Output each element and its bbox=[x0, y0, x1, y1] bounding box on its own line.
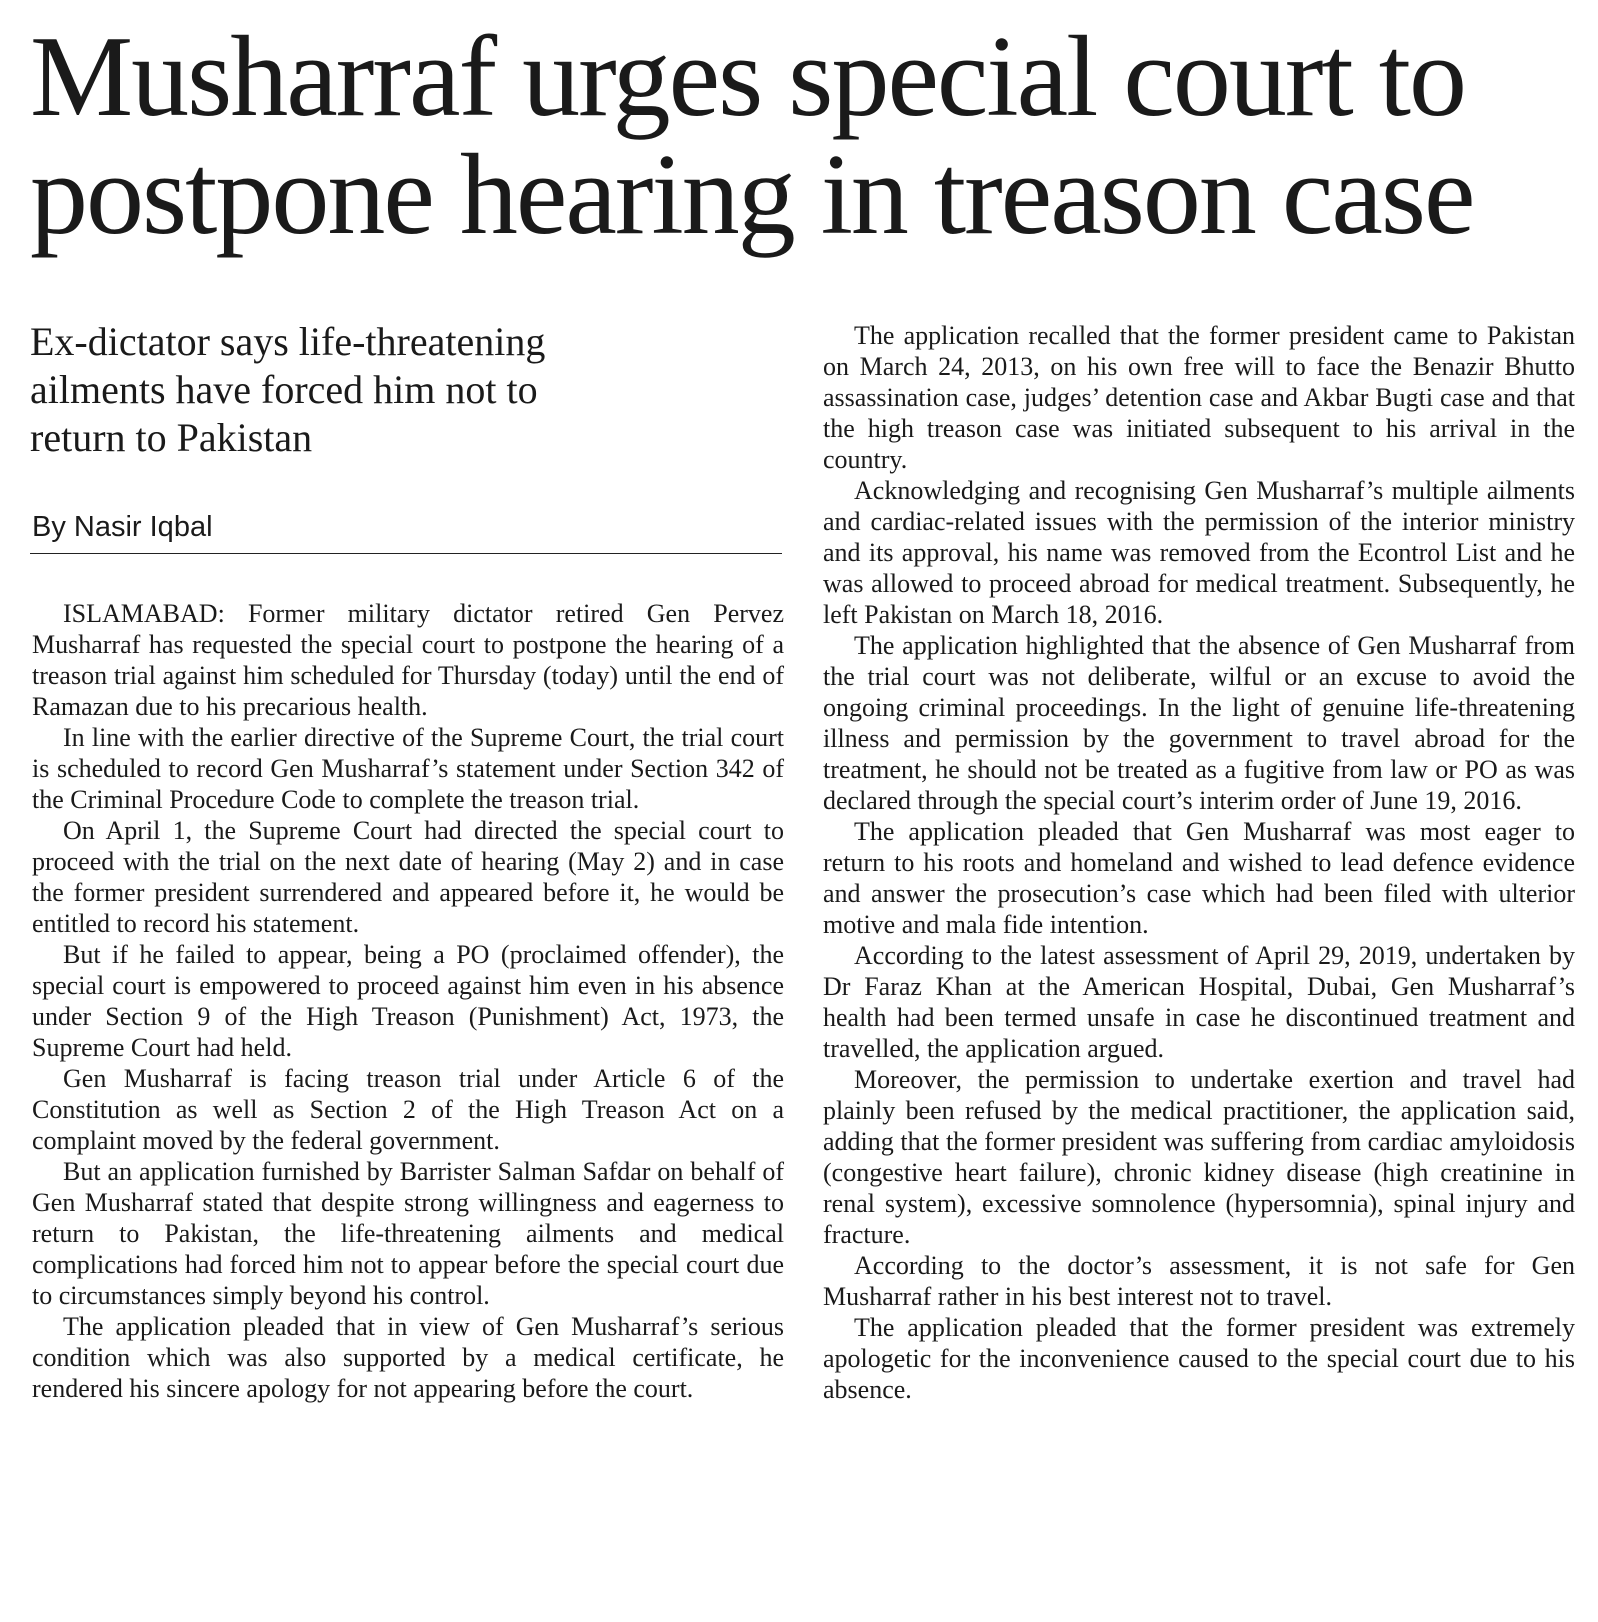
paragraph: ISLAMABAD: Former military dictator retired Gen Pervez Musharraf has requested the special court to postpone the hearing of a treason trial against him scheduled for Thursday (today) until the end of Ramazan due to his precarious health. bbox=[32, 599, 784, 721]
right-column bbox=[823, 320, 1575, 1405]
paragraph: In line with the earlier directive of the Supreme Court, the trial court is scheduled to record Gen Musharraf’s statement under Section 342 of the Criminal Procedure Code to complete the treason trial. bbox=[32, 723, 784, 814]
subheadline-line: Ex-dictator says life-threatening bbox=[30, 319, 546, 364]
paragraph: The application recalled that the former president came to Pakistan on March 24, 2013, on his own free will to face the Benazir Bhutto assassination case, judges’ detention case and Akbar Bugti case and that the high treason case was initiated subsequent to his arrival in the country. bbox=[823, 321, 1575, 474]
subheadline-line: return to Pakistan bbox=[30, 415, 313, 460]
byline: By Nasir Iqbal bbox=[32, 511, 213, 543]
paragraph: But if he failed to appear, being a PO (proclaimed offender), the special court is empowered to proceed against him even in his absence under Section 9 of the High Treason (Punishment) Act, 1973, the Supreme Court had held. bbox=[32, 940, 784, 1062]
paragraph: Gen Musharraf is facing treason trial under Article 6 of the Constitution as well as Section 2 of the High Treason Act on a complaint moved by the federal government. bbox=[32, 1064, 784, 1155]
subheadline bbox=[30, 318, 770, 462]
left-column bbox=[32, 598, 784, 1404]
headline-line: Musharraf urges special court to bbox=[30, 13, 1465, 141]
paragraph: The application pleaded that the former president was extremely apologetic for the inconvenience caused to the special court due to his absence. bbox=[823, 1313, 1575, 1404]
paragraph: Acknowledging and recognising Gen Musharraf’s multiple ailments and cardiac-related issues with the permission of the interior ministry and its approval, his name was removed from the Econtrol List and he was allowed to proceed abroad for medical treatment. Subsequently, he left Pakistan on March 18, 2016. bbox=[823, 476, 1575, 629]
paragraph: According to the doctor’s assessment, it is not safe for Gen Musharraf rather in his best interest not to travel. bbox=[823, 1251, 1575, 1311]
headline-line: postpone hearing in treason case bbox=[30, 131, 1474, 259]
paragraph: The application pleaded that in view of Gen Musharraf’s serious condition which was also supported by a medical certificate, he rendered his sincere apology for not appearing before the court. bbox=[32, 1312, 784, 1403]
byline-divider bbox=[30, 553, 782, 554]
paragraph: The application highlighted that the absence of Gen Musharraf from the trial court was not deliberate, wilful or an excuse to avoid the ongoing criminal proceedings. In the light of genuine life-threatening illness and permission by the government to travel abroad for the treatment, he should not be treated as a fugitive from law or PO as was declared through the special court’s interim order of June 19, 2016. bbox=[823, 631, 1575, 815]
headline bbox=[30, 13, 1575, 259]
paragraph: Moreover, the permission to undertake exertion and travel had plainly been refused by the medical practitioner, the application said, adding that the former president was suffering from cardiac amyloidosis (congestive heart failure), chronic kidney disease (high creatinine in renal system), excessive somnolence (hypersomnia), spinal injury and fracture. bbox=[823, 1065, 1575, 1249]
paragraph: According to the latest assessment of April 29, 2019, undertaken by Dr Faraz Khan at the American Hospital, Dubai, Gen Musharraf’s health had been termed unsafe in case he discontinued treatment and travelled, the application argued. bbox=[823, 941, 1575, 1063]
paragraph: The application pleaded that Gen Musharraf was most eager to return to his roots and homeland and wished to lead defence evidence and answer the prosecution’s case which had been filed with ulterior motive and mala fide intention. bbox=[823, 817, 1575, 939]
paragraph: But an application furnished by Barrister Salman Safdar on behalf of Gen Musharraf stated that despite strong willingness and eagerness to return to Pakistan, the life-threatening ailments and medical complications had forced him not to appear before the special court due to circumstances simply beyond his control. bbox=[32, 1157, 784, 1310]
subheadline-line: ailments have forced him not to bbox=[30, 367, 538, 412]
paragraph: On April 1, the Supreme Court had directed the special court to proceed with the trial on the next date of hearing (May 2) and in case the former president surrendered and appeared before it, he would be entitled to record his statement. bbox=[32, 816, 784, 938]
